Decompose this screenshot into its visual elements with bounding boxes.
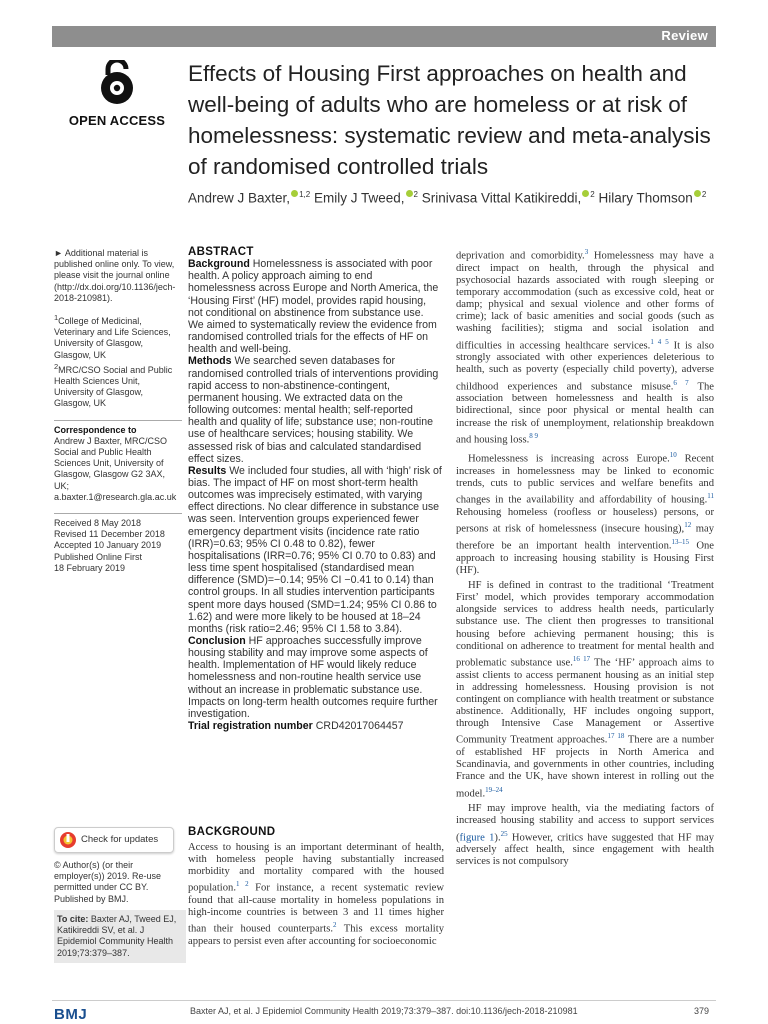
reference-link[interactable]: 8 9 (529, 431, 539, 440)
author-affiliation: 2 (590, 190, 595, 199)
author-name[interactable]: Andrew J Baxter, (188, 190, 291, 206)
bmj-logo: BMJ (54, 1006, 88, 1023)
author-list (188, 190, 728, 206)
reference-link[interactable]: 3 (584, 248, 589, 256)
reference-link[interactable]: 13–15 (671, 538, 690, 546)
abstract-methods: Methods We searched seven databases for randomised controlled trials of interventions providing rapid access to non-abstinence-contingent, permanent housing. We extracted data on the following outcomes: mental health; self-reported health and quality of life; substance use; non-routine use of healthcare services; housing stability. We assessed risk of bias and calculated standardised effect sizes. (188, 355, 439, 465)
orcid-icon[interactable] (406, 190, 413, 197)
paragraph: HF is defined in contrast to the traditional ‘Treatment First’ model, which provides temporary accommodation alongside services to address health needs, particularly substance use. The client then progresses to transitional housing before achieving permanent housing; this is conditional on adherence to treatment for mental health and problematic substance use.$^{16 17}$ The ‘HF’ approach aims to assist clients to access permanent housing as an initial step in addressing homelessness. Housing provision is not contingent on compliance with health treatment or substance abstinence. Additionally, HF includes ongoing support, through Intensive Case Management or Assertive Community Treatment approaches.$^{17 18}$ There are a number of established HF projects in North America and Scandinavia, and governments in other countries, including France and the UK, have shown interest in rolling out the model.$^{19-24}$ (456, 580, 714, 800)
orcid-icon[interactable] (582, 190, 589, 197)
reference-link[interactable]: 12 (684, 521, 692, 530)
affiliation-2: $^2$MRC/CSO Social and Public Health Sciences Unit, University of Glasgow, Glasgow, UK (54, 361, 173, 409)
reference-link[interactable]: 17 18 (607, 732, 625, 741)
check-for-updates-button[interactable] (54, 827, 174, 853)
reference-link[interactable]: 1 4 5 (650, 337, 669, 346)
author-name[interactable]: Srinivasa Vittal Katikireddi, (421, 190, 582, 206)
figure-link[interactable]: figure 1 (459, 832, 495, 844)
cite-text: Baxter AJ, Tweed EJ, Katikireddi SV, et al. J Epidemiol Community Health 2019;73:379–387. (57, 914, 177, 958)
copyright-note: © Author(s) (or their employer(s)) 2019. Re-use permitted under CC BY. Published by BMJ. (54, 860, 162, 904)
cite-label: To cite: (57, 914, 89, 924)
background-text: Access to housing is an important determinant of health, with homeless people having substantially increased morbidity and mortality compared with the housed population.$^{1 2}$ For instance, a recent systematic review found that all-cause mortality in homeless populations in high-income countries is between 3 and 11 times higher than their housed counterparts.$^2$ This excess mortality appears to persist even after accounting for socioeconomic (188, 842, 444, 948)
author-name[interactable]: Emily J Tweed, (313, 190, 405, 206)
footer-divider (52, 1000, 716, 1001)
affiliation-1: $^1$College of Medicinal, Veterinary and Life Sciences, University of Glasgow, Glasgow, UK (54, 313, 171, 360)
open-access-lock-icon (68, 60, 166, 106)
reference-link[interactable]: 16 17 (572, 654, 591, 663)
abstract-heading: ABSTRACT (188, 246, 254, 258)
abstract-results: Results We included four studies, all with ‘high’ risk of bias. The impact of HF on most short-term health outcomes was imprecisely estimated, with varying effect directions. No clear difference in substance use was seen. Intervention groups experienced fewer emergency department visits (incidence rate ratio (IRR)=0.63; 95% CI 0.48 to 0.82), fewer hospitalisations (IRR=0.76; 95% CI 0.70 to 0.83) and less time spent hospitalised (standardised mean difference (SMD)=−0.14; 95% CI −0.41 to 0.14) than control groups. In all studies intervention participants spent more days housed (SMD=1.24; 95% CI 0.86 to 1.62) and were more likely to be housed at 18–24 months (risk ratio=2.46; 95% CI 1.58 to 3.84). (188, 464, 442, 635)
abstract-trial-registration: Trial registration number CRD42017064457 (188, 720, 404, 733)
paragraph: Homelessness is increasing across Europe.$^{10}$ Recent increases in homelessness may be linked to economic trends, cuts to public services and welfare benefits and changes in the availability and affordability of housing.$^{11}$ Rehousing homeless (roofless or houseless) persons, or persons at risk of homelessness (insecure housing),$^{12}$ may therefore be an important health intervention.$^{13-15}$ One approach to increasing housing stability is Housing First (HF). (456, 451, 715, 576)
orcid-icon[interactable] (694, 190, 701, 197)
reference-link[interactable]: 11 (707, 492, 714, 501)
correspondence-details: Andrew J Baxter, MRC/CSO Social and Public Health Sciences Unit, University of Glasgow, Glasgow G2 3AX, UK; a.baxter.1@research.gla.ac.uk (54, 435, 177, 502)
author-name[interactable]: Hilary Thomson (598, 190, 693, 206)
additional-material-note[interactable]: ► Additional material is published online only. To view, please visit the journal online (http://dx.doi.org/10.1136/jech-2018-210981). (54, 248, 176, 303)
sidebar-notes (54, 248, 182, 574)
abstract (188, 246, 442, 732)
author-affiliation: 2 (413, 190, 418, 199)
open-access-label: OPEN ACCESS (68, 113, 166, 128)
reference-link[interactable]: 2 (333, 921, 337, 930)
reference-link[interactable]: 6 7 (673, 378, 689, 387)
section-bar (52, 26, 716, 47)
orcid-icon[interactable] (291, 190, 298, 197)
check-updates-label: Check for updates (81, 834, 159, 845)
author-affiliation: 2 (701, 190, 707, 199)
paragraph: HF may improve health, via the mediating factors of increased housing stability and access to support services (figure 1).$^{25}$ However, critics have suggested that HF may adversely affect health, since engagement with health services is not compulsory (456, 803, 714, 868)
section-label: Review (661, 28, 708, 43)
article-title: Effects of Housing First approaches on health and well-being of adults who are homeless or at risk of homelessness: systematic review and meta-analysis of randomised controlled trials (188, 61, 711, 179)
page-number: 379 (694, 1006, 710, 1016)
reference-link[interactable]: 19–24 (485, 785, 503, 794)
body-text-right-column (456, 246, 714, 869)
correspondence-label: Correspondence to (54, 424, 137, 435)
open-access-logo (68, 60, 166, 128)
abstract-conclusion: Conclusion HF approaches successfully improve housing stability and may improve some aspects of health. Implementation of HF would likely reduce homelessness and non-routine health service use without an increase in problematic substance use. Impacts on long-term health outcomes require further investigation. (188, 635, 438, 720)
footer-citation: Baxter AJ, et al. J Epidemiol Community Health 2019;73:379–387. doi:10.1136/jech-2018-210981 (190, 1006, 578, 1016)
reference-link[interactable]: 25 (500, 829, 508, 838)
reference-link[interactable]: 1 2 (235, 880, 249, 889)
check-updates-icon (59, 831, 77, 849)
author-affiliation: 1,2 (299, 190, 311, 199)
article-dates: Received 8 May 2018 Revised 11 December 2018 Accepted 10 January 2019 Published Online First 18 February 2019 (54, 518, 165, 573)
background-heading: BACKGROUND (188, 826, 276, 838)
cite-box (54, 910, 186, 963)
reference-link[interactable]: 10 (669, 451, 677, 460)
abstract-background: Background Homelessness is associated with poor health. A policy approach aiming to end homelessness across Europe and North America, the ‘Housing First’ (HF) model, provides rapid housing, not conditional on abstinence from substance use. We aimed to systematically review the evidence from randomised controlled trials for the effects of HF on health and well-being. (188, 258, 439, 356)
paragraph: deprivation and comorbidity.$^3$ Homelessness may have a direct impact on health, through the physical and psychosocial hazards associated with rough sleeping or temporary accommodation (such as excessive cold, heat or damp; physical and sexual violence and other forms of crime); lack of basic amenities and social goods (such as washing facilities); stigma and social isolation and difficulties in accessing healthcare services.$^{1 4 5}$ It is also strongly associated with other experiences deleterious to health, such as poverty (especially child poverty), adverse childhood experiences and substance misuse.$^{6 7}$ The association between homelessness and health is also bidirectional, since poor physical or mental health can increase the risk of unemployment, relationship breakdown and housing loss.$^{8 9}$ (456, 248, 715, 446)
